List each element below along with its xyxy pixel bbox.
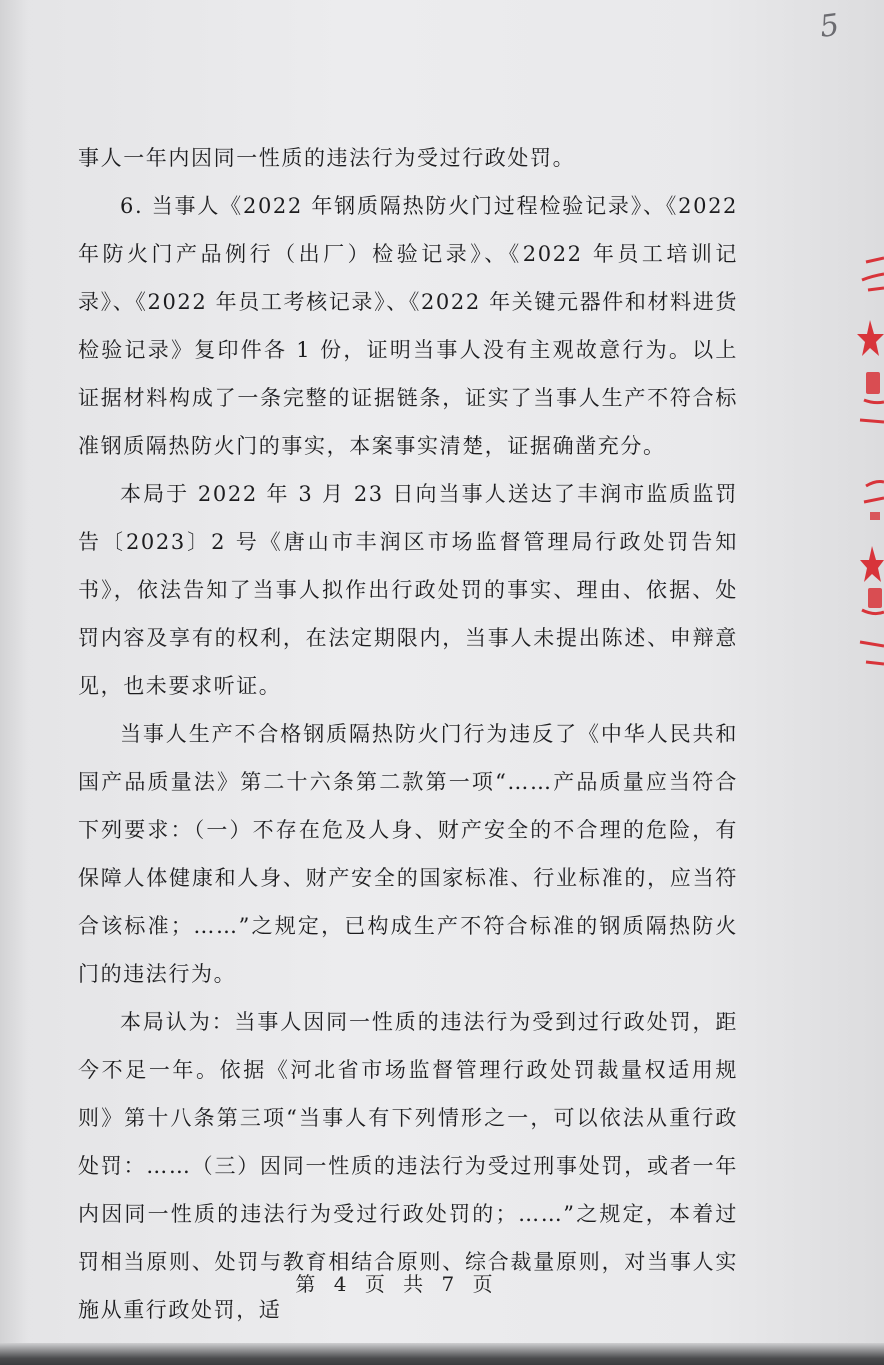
page-footer: 第 4 页 共 7 页 — [295, 1272, 499, 1296]
table-surface — [0, 1343, 884, 1365]
seam-seal-stamp — [826, 250, 884, 670]
paragraph-notification: 本局于 2022 年 3 月 23 日向当事人送达了丰润市监质监罚告〔2023〕2 号《唐山市丰润区市场监督管理局行政处罚告知书》，依法告知了当事人拟作出行政处罚的事实、理由、依据、处罚内容及享有的权利，在法定期限内，当事人未提出陈述、申辩意见，也未要求听证。 — [78, 482, 738, 698]
paragraph-evidence-6: 6. 当事人《2022 年钢质隔热防火门过程检验记录》、《2022 年防火门产品例行（出厂）检验记录》、《2022 年员工培训记录》、《2022 年员工考核记录》、《2022 年关键元器件和材料进货检验记录》复印件各 1 份，证明当事人没有主观故意行为。以上证据材料构成了一条完整的证据链条，证实了当事人生产不符合标准钢质隔热防火门的事实，本案事实清楚，证据确凿充分。 — [78, 194, 738, 458]
paragraph-decision: 本局认为：当事人因同一性质的违法行为受到过行政处罚，距今不足一年。依据《河北省市场监督管理行政处罚裁量权适用规则》第十八条第三项“当事人有下列情形之一，可以依法从重行政处罚：……（三）因同一性质的违法行为受过刑事处罚，或者一年内因同一性质的违法行为受过行政处罚的；……”之规定，本着过罚相当原则、处罚与教育相结合原则、综合裁量原则，对当事人实施从重行政处罚，适 — [78, 1010, 738, 1322]
seal-star-icon — [857, 320, 884, 356]
paragraph-violation: 当事人生产不合格钢质隔热防火门行为违反了《中华人民共和国产品质量法》第二十六条第二款第一项“……产品质量应当符合下列要求：（一）不存在危及人身、财产安全的不合理的危险，有保障人体健康和人身、财产安全的国家标准、行业标准的，应当符合该标准；……”之规定，已构成生产不符合标准的钢质隔热防火门的违法行为。 — [78, 722, 738, 986]
handwritten-page-mark: 5 — [817, 7, 842, 45]
seal-star-icon — [860, 546, 884, 582]
page-edge-shadow — [0, 0, 28, 1365]
document-body — [78, 134, 738, 1334]
paragraph-continuation: 事人一年内因同一性质的违法行为受过行政处罚。 — [78, 146, 576, 170]
